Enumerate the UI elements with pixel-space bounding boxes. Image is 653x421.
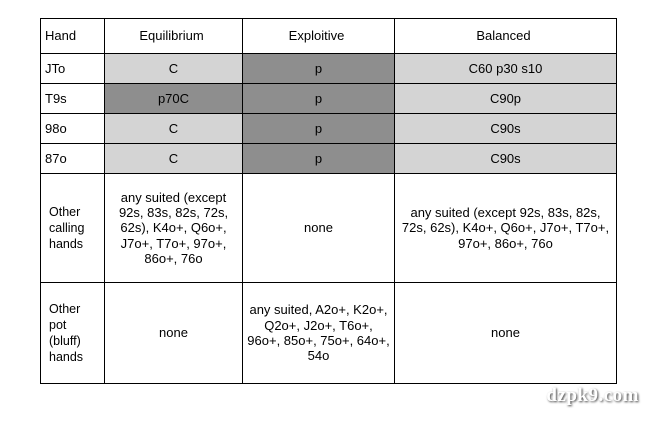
cell-balanced: C60 p30 s10 — [395, 54, 617, 84]
cell-hand: JTo — [41, 54, 105, 84]
cell-equilibrium: none — [105, 283, 243, 384]
table-row — [41, 174, 617, 283]
cell-hand: Other calling hands — [41, 174, 105, 283]
cell-exploitive: p — [243, 84, 395, 114]
cell-equilibrium: C — [105, 114, 243, 144]
cell-balanced: C90s — [395, 144, 617, 174]
cell-hand: 98o — [41, 114, 105, 144]
cell-equilibrium: any suited (except 92s, 83s, 82s, 72s, 62s), K4o+, Q6o+, J7o+, T7o+, 97o+, 86o+, 76o — [105, 174, 243, 283]
cell-exploitive: none — [243, 174, 395, 283]
cell-hand: Other pot (bluff) hands — [41, 283, 105, 384]
cell-balanced: none — [395, 283, 617, 384]
cell-exploitive: p — [243, 114, 395, 144]
cell-exploitive: any suited, A2o+, K2o+, Q2o+, J2o+, T6o+, 96o+, 85o+, 75o+, 64o+, 54o — [243, 283, 395, 384]
cell-exploitive: p — [243, 144, 395, 174]
table-body — [41, 54, 617, 384]
cell-balanced: C90p — [395, 84, 617, 114]
cell-hand: T9s — [41, 84, 105, 114]
cell-equilibrium: C — [105, 144, 243, 174]
table-row — [41, 283, 617, 384]
cell-equilibrium: p70C — [105, 84, 243, 114]
cell-balanced: any suited (except 92s, 83s, 82s, 72s, 62s), K4o+, Q6o+, J7o+, T7o+, 97o+, 86o+, 76o — [395, 174, 617, 283]
table-row — [41, 144, 617, 174]
cell-exploitive: p — [243, 54, 395, 84]
strategy-table-container — [40, 18, 616, 384]
column-header-equilibrium: Equilibrium — [105, 19, 243, 54]
column-header-exploitive: Exploitive — [243, 19, 395, 54]
watermark: dzpk9.com — [546, 385, 639, 406]
column-header-hand: Hand — [41, 19, 105, 54]
cell-balanced: C90s — [395, 114, 617, 144]
column-header-balanced: Balanced — [395, 19, 617, 54]
cell-equilibrium: C — [105, 54, 243, 84]
table-header-row — [41, 19, 617, 54]
strategy-table — [40, 18, 617, 384]
table-row — [41, 114, 617, 144]
table-row — [41, 84, 617, 114]
cell-hand: 87o — [41, 144, 105, 174]
table-header — [41, 19, 617, 54]
table-row — [41, 54, 617, 84]
